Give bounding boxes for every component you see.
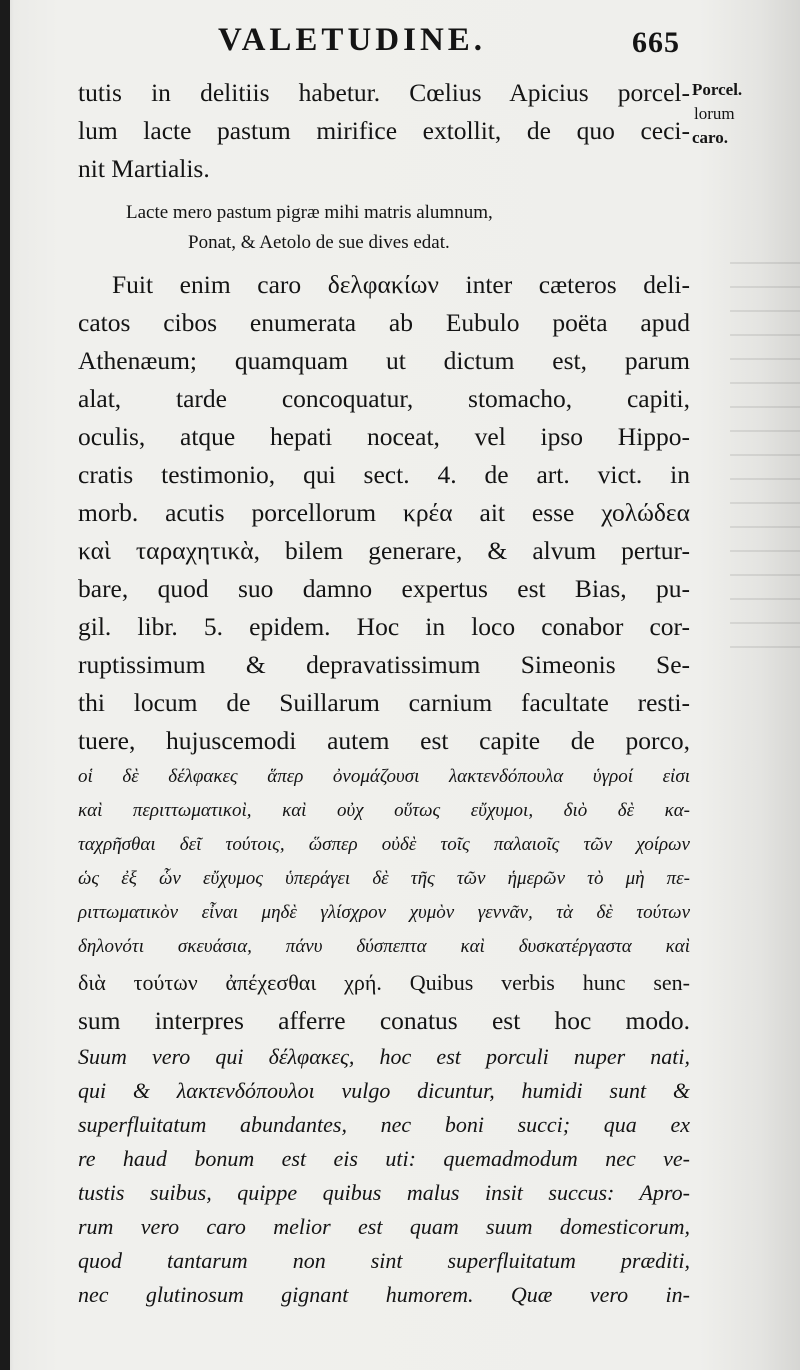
text-line: sum interpres afferre conatus est hoc modo. — [78, 1006, 690, 1035]
italic-text-line: rum vero caro melior est quam suum domesticorum, — [78, 1214, 690, 1239]
italic-text-line: qui & λακτενδόπουλοι vulgo dicuntur, humidi sunt & — [78, 1078, 690, 1103]
text-line: morb. acutis porcellorum κρέα ait esse χολώδεα — [78, 498, 690, 527]
binding-gutter-shadow — [0, 0, 10, 1370]
verse-line: Lacte mero pastum pigræ mihi matris alumnum, — [126, 202, 493, 223]
show-through-texture — [730, 240, 800, 660]
greek-text-line: δηλονότι σκευάσια, πάνυ δύσπεπτα καὶ δυσκατέργαστα καὶ — [78, 936, 690, 957]
text-line: bare, quod suo damno expertus est Bias, pu- — [78, 574, 690, 603]
margin-note-line: lorum — [694, 104, 735, 123]
text-line: oculis, atque hepati noceat, vel ipso Hippo- — [78, 422, 690, 451]
italic-text-line: quod tantarum non sint superfluitatum præditi, — [78, 1248, 690, 1273]
text-line: ruptissimum & depravatissimum Simeonis Se- — [78, 650, 690, 679]
greek-text-line: καὶ περιττωματικοὶ, καὶ οὐχ οὕτως εὔχυμοι, διὸ δὲ κα- — [78, 800, 690, 821]
text-line: lum lacte pastum mirifice extollit, de quo ceci- — [78, 116, 690, 145]
text-line: διὰ τούτων ἀπέχεσθαι χρή. Quibus verbis hunc sen- — [78, 970, 690, 995]
greek-text-line: ὡς ἐξ ὧν εὔχυμος ὑπεράγει δὲ τῆς τῶν ἡμερῶν τὸ μὴ πε- — [78, 868, 690, 889]
italic-text-line: Suum vero qui δέλφακες, hoc est porculi nuper nati, — [78, 1044, 690, 1069]
margin-note-line: caro. — [692, 128, 729, 147]
running-head: VALETUDINE. — [218, 22, 487, 58]
italic-text-line: superfluitatum abundantes, nec boni succi; qua ex — [78, 1112, 690, 1137]
text-line: tuere, hujuscemodi autem est capite de porco, — [78, 726, 690, 755]
verse-line: Ponat, & Aetolo de sue dives edat. — [188, 232, 450, 253]
text-line: cratis testimonio, qui sect. 4. de art. vict. in — [78, 460, 690, 489]
main-text — [78, 74, 690, 1312]
italic-text-line: re haud bonum est eis uti: quemadmodum nec ve- — [78, 1146, 690, 1171]
italic-text-line: nec glutinosum gignant humorem. Quæ vero in- — [78, 1282, 690, 1307]
text-line: thi locum de Suillarum carnium facultate resti- — [78, 688, 690, 717]
italic-text-line: tustis suibus, quippe quibus malus insit succus: Apro- — [78, 1180, 690, 1205]
text-line: Fuit enim caro δελφακίων inter cæteros deli- — [112, 270, 690, 299]
greek-text-line: οἱ δὲ δέλφακες ἅπερ ὀνομάζουσι λακτενδόπουλα ὑγροί εἰσι — [78, 766, 690, 787]
margin-note-line: Porcel. — [692, 80, 743, 99]
text-line: Athenæum; quamquam ut dictum est, parum — [78, 346, 690, 375]
greek-text-line: ταχρῆσθαι δεῖ τούτοις, ὥσπερ οὐδὲ τοῖς παλαιοῖς τῶν χοίρων — [78, 834, 690, 855]
text-line: catos cibos enumerata ab Eubulo poëta apud — [78, 308, 690, 337]
text-line: καὶ ταραχητικὰ, bilem generare, & alvum pertur- — [78, 536, 690, 565]
text-line: nit Martialis. — [78, 154, 210, 183]
text-line: tutis in delitiis habetur. Cœlius Apicius porcel- — [78, 78, 690, 107]
margin-note — [692, 78, 778, 150]
page-number: 665 — [632, 26, 680, 59]
greek-text-line: ριττωματικὸν εἶναι μηδὲ γλίσχρον χυμὸν γεννᾶν, τὰ δὲ τούτων — [78, 902, 690, 923]
text-line: gil. libr. 5. epidem. Hoc in loco conabor cor- — [78, 612, 690, 641]
text-line: alat, tarde concoquatur, stomacho, capiti, — [78, 384, 690, 413]
